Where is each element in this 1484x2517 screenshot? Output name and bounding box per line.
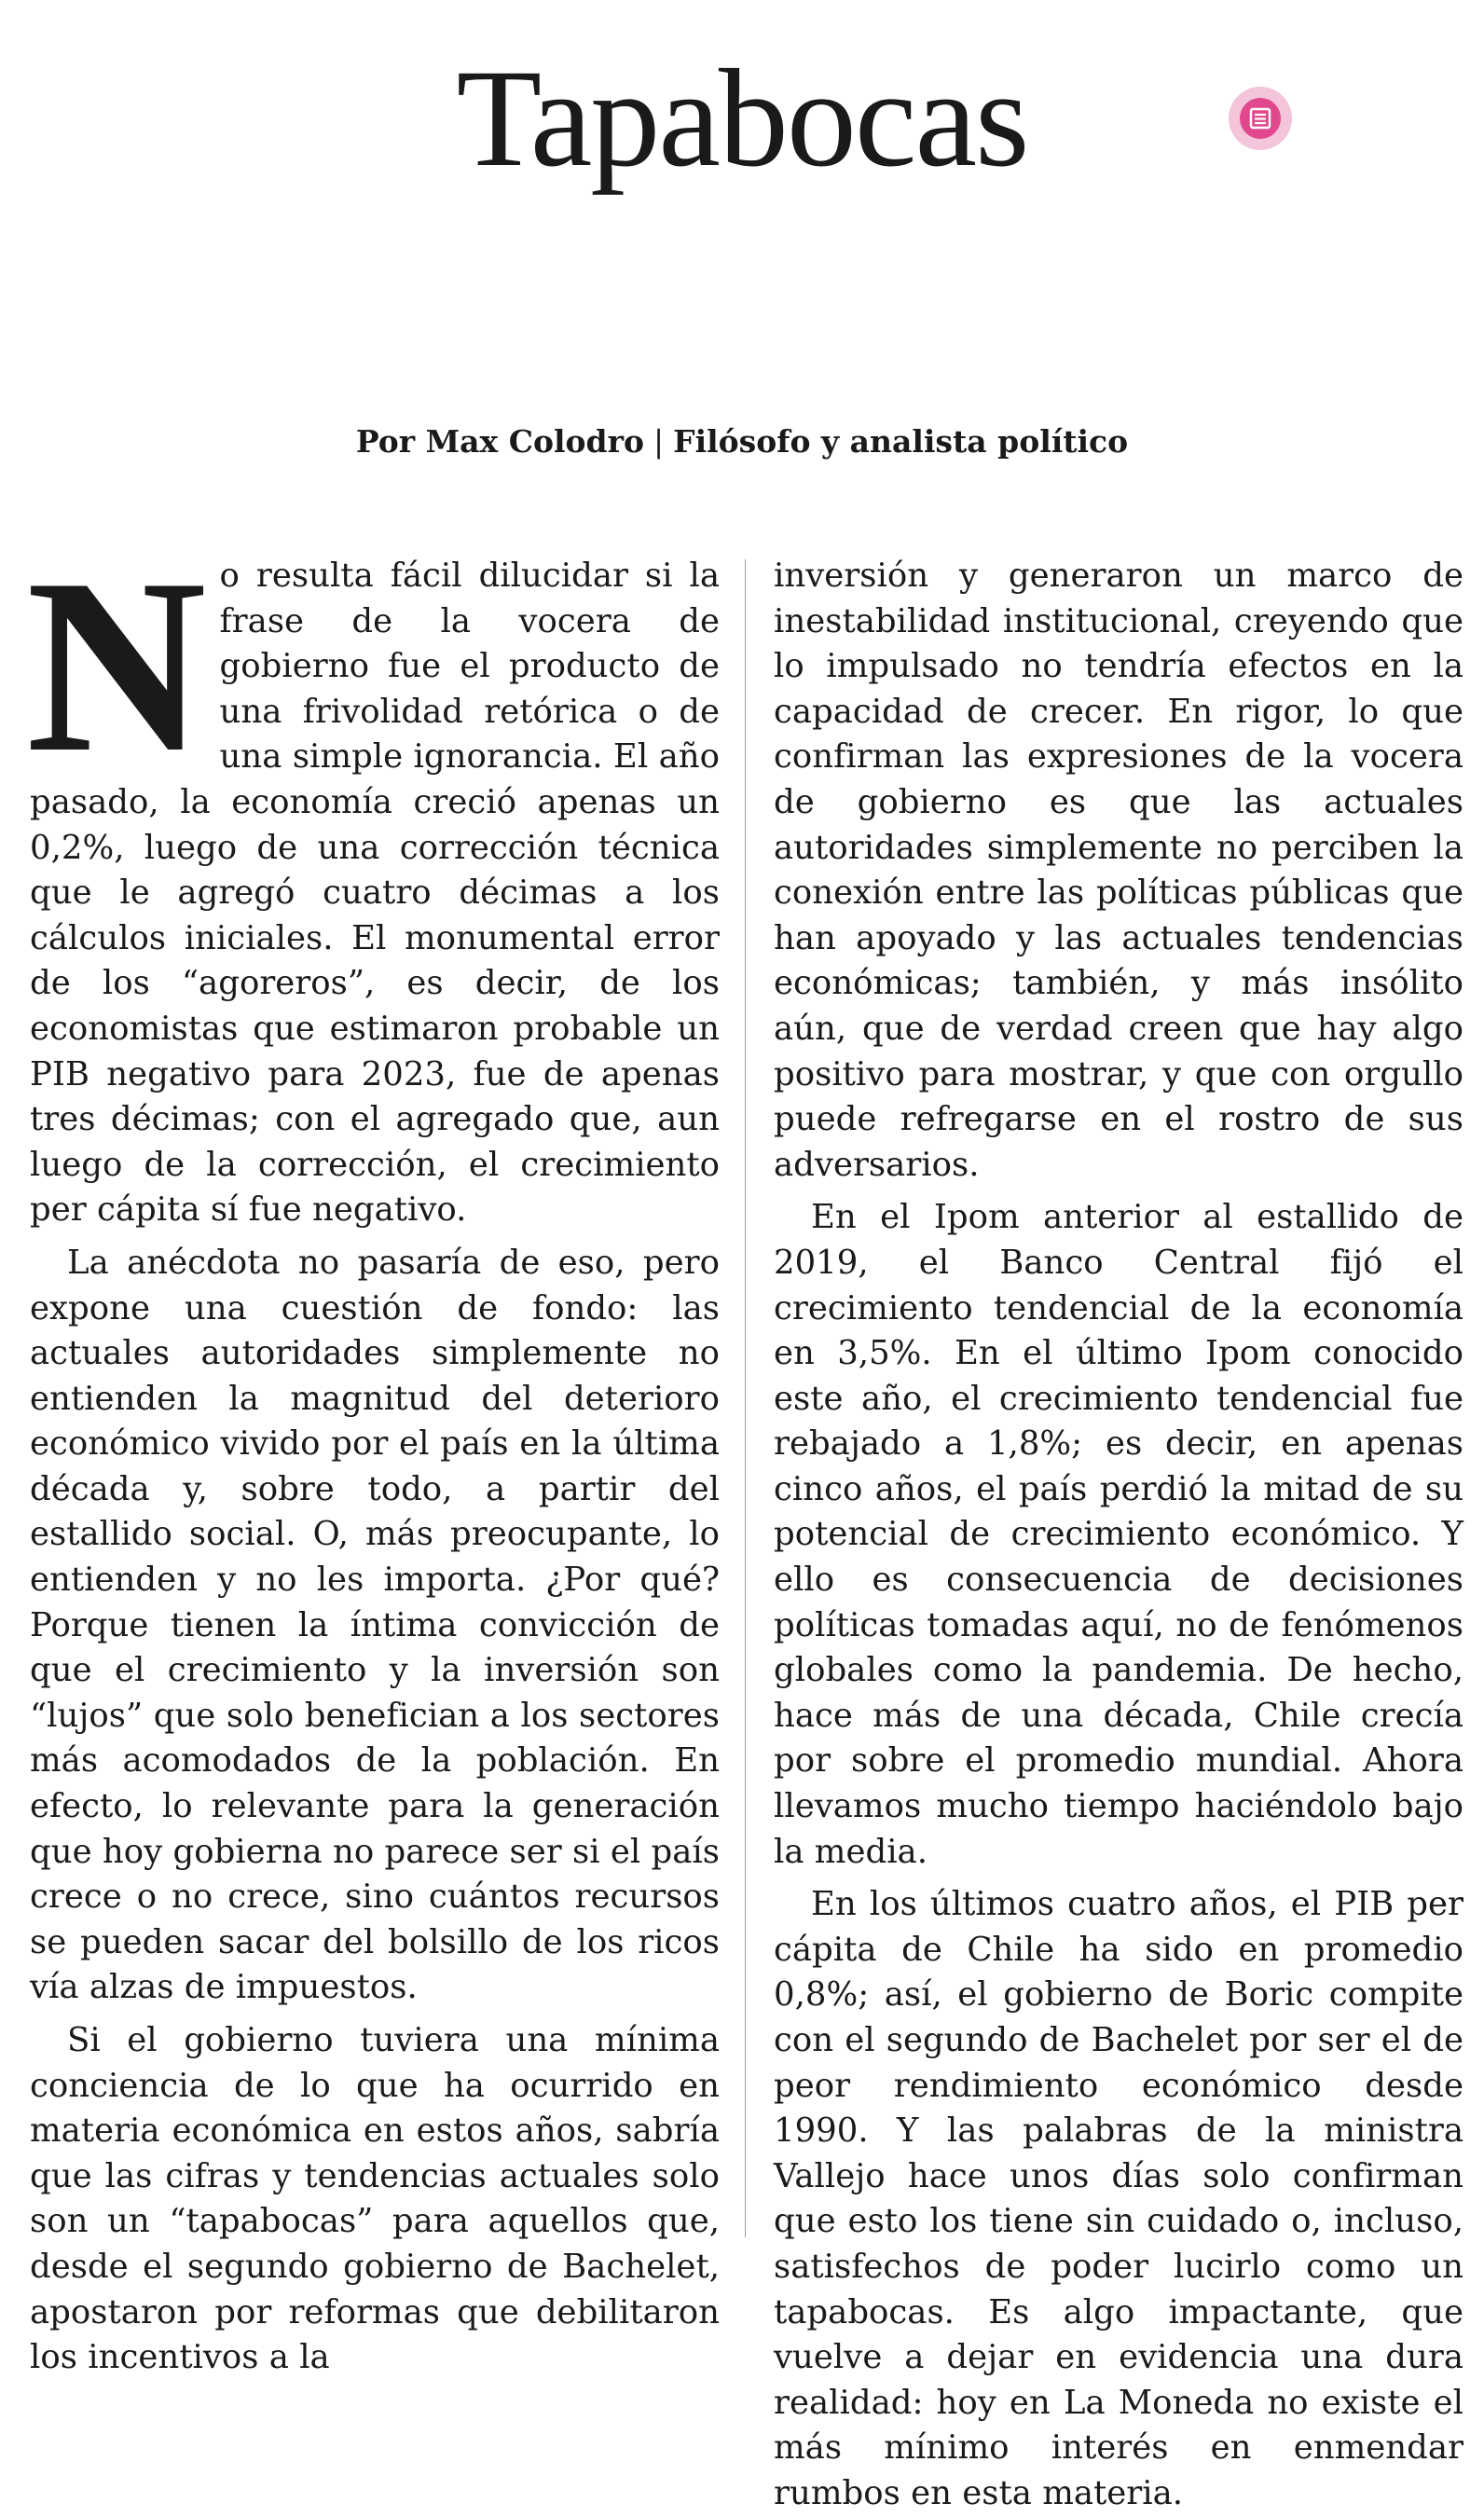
article-column-left xyxy=(26,527,720,2381)
article-paragraph: Si el gobierno tuviera una mínima conciencia de lo que ha ocurrido en materia económica en estos años, sabría que las cifras y tendencias actuales solo son un “tapabocas” para aquellos que, desde el segundo gobierno de Bachelet, apostaron por reformas que debilitaron los incentivos a la xyxy=(30,2021,720,2377)
byline-separator: | xyxy=(653,423,665,460)
news-article-icon-inner xyxy=(1240,98,1281,139)
article-paragraph: La anécdota no pasaría de eso, pero expone una cuestión de fondo: las actuales autoridades simplemente no entienden la magnitud del deterioro económico vivido por el país en la última década y, sobre todo, a partir del estallido social. O, más preocupante, lo entienden y no les importa. ¿Por qué? Porque tienen la íntima convicción de que el crecimiento y la inversión son “lujos” que solo benefician a los sectores más acomodados de la población. En efecto, lo relevante para la generación que hoy gobierna no parece ser si el país crece o no crece, sino cuántos recursos se pueden sacar del bolsillo de los ricos vía alzas de impuestos. xyxy=(30,1243,720,2007)
news-article-icon[interactable] xyxy=(1229,87,1292,150)
article-title: Tapabocas xyxy=(456,41,1028,196)
article-paragraph: En el Ipom anterior al estallido de 2019, el Banco Central fijó el crecimiento tendencial de la economía en 3,5%. En el último Ipom conocido este año, el crecimiento tendencial fue rebajado a 1,8%; es decir, en apenas cinco años, el país perdió la mitad de su potencial de crecimiento económico. Y ello es consecuencia de decisiones políticas tomadas aquí, no de fenómenos globales como la pandemia. De hecho, hace más de una década, Chile crecía por sobre el promedio mundial. Ahora llevamos mucho tiempo haciéndolo bajo la media. xyxy=(774,1198,1463,1871)
article-paragraph: inversión y generaron un marco de inestabilidad institucional, creyendo que lo impulsado no tendría efectos en la capacidad de crecer. En rigor, lo que confirman las expresiones de la vocera de gobierno es que las actuales autoridades simplemente no perciben la conexión entre las políticas públicas que han apoyado y las actuales tendencias económicas; también, y más insólito aún, que de verdad creen que hay algo positivo para mostrar, y que con orgullo puede refregarse en el rostro de sus adversarios. xyxy=(774,557,1463,1184)
byline-role: Filósofo y analista político xyxy=(673,423,1129,460)
document-lines-icon xyxy=(1248,106,1272,131)
dropcap: N xyxy=(26,527,207,804)
article-column-right xyxy=(774,554,1463,2517)
column-divider xyxy=(745,559,746,2237)
article-paragraph: En los últimos cuatro años, el PIB per cápita de Chile ha sido en promedio 0,8%; así, el gobierno de Boric compite con el segundo de Bachelet por ser el de peor rendimiento económico desde 1990. Y las palabras de la ministra Vallejo hace unos días solo confirman que esto los tiene sin cuidado o, incluso, satisfechos de poder lucirlo como un tapabocas. Es algo impactante, que vuelve a dejar en evidencia una dura realidad: hoy en La Moneda no existe el más mínimo interés en enmendar rumbos en esta materia. xyxy=(774,1885,1463,2512)
byline-author: Por Max Colodro xyxy=(355,423,645,460)
article-paragraph xyxy=(26,527,720,1233)
paragraph-text: o resulta fácil dilucidar si la frase de la vocera de gobierno fue el producto de una frivolidad retórica o de una simple ignorancia. El año pasado, la economía creció apenas un 0,2%, luego de una corrección técnica que le agregó cuatro décimas a los cálculos iniciales. El monumental error de los “agoreros”, es decir, de los economistas que estimaron probable un PIB negativo para 2023, fue de apenas tres décimas; con el agregado que, aun luego de la corrección, el crecimiento per cápita sí fue negativo. xyxy=(30,557,720,1230)
byline xyxy=(0,421,1484,462)
